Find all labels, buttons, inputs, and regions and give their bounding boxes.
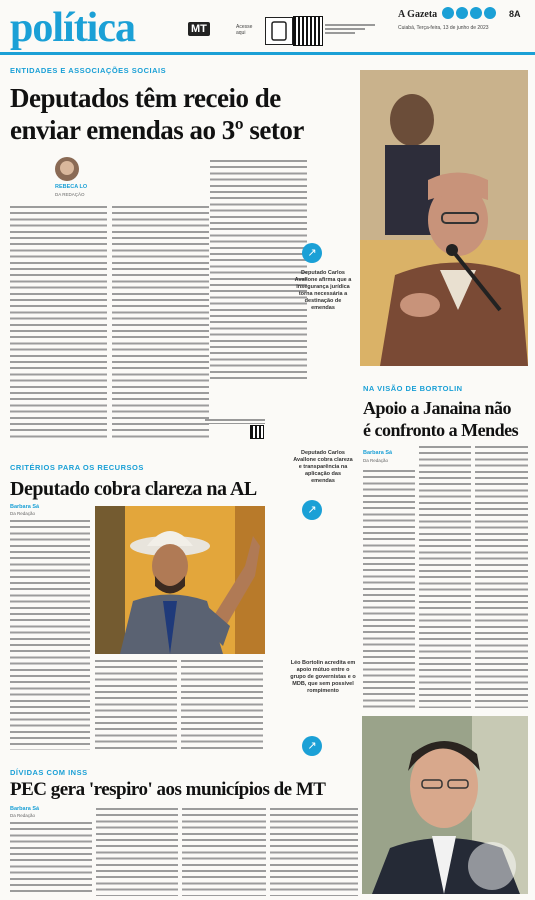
story3-caption: Léo Bortolin acredita em apoio mútuo entre o grupo de governistas e o MDB, que sem possível rompimento: [290, 660, 356, 694]
story4-headline: PEC gera 'respiro' aos municípios de MT: [10, 779, 326, 800]
story2-author: Barbara Sá: [10, 504, 40, 510]
story2-photo: [95, 506, 265, 654]
social-icons: [442, 7, 496, 19]
story4-kicker: DÍVIDAS COM INSS: [10, 768, 88, 777]
story2-text-col1: [10, 520, 90, 750]
qr-code-icon[interactable]: [293, 16, 323, 46]
story2-text-col3: [181, 660, 263, 750]
page-number: 8A: [509, 9, 521, 19]
story1-text-col2: [112, 206, 209, 438]
mt-badge: MT: [188, 22, 210, 36]
paper-name: A Gazeta: [398, 9, 438, 20]
expand-icon[interactable]: ↗: [302, 243, 322, 263]
app-icon: [265, 17, 293, 45]
story2-author-role: Da Redação: [10, 511, 36, 516]
story3-text-col3: [475, 446, 528, 708]
story4-text-col4: [270, 808, 358, 896]
story1-photo: [360, 70, 528, 366]
story4-text-col2: [96, 808, 178, 896]
story1-caption: Deputado Carlos Avallone afirma que a insegurança jurídica torna necessária a destinação de emendas: [294, 270, 352, 311]
story3-text-col1: [363, 470, 415, 708]
story1-headline: Deputados têm receio de enviar emendas ao 3º setor: [10, 83, 304, 145]
story4-author-role: Da Redação: [10, 813, 36, 818]
story2-kicker: CRITÉRIOS PARA OS RECURSOS: [10, 463, 144, 472]
expand-icon[interactable]: ↗: [302, 736, 322, 756]
story4-author: Barbara Sá: [10, 806, 40, 812]
issue-date: Cuiabá, Terça-feira, 13 de junho de 2023: [398, 25, 489, 31]
story4-text-col1: [10, 822, 92, 896]
header-rule: [0, 52, 535, 55]
expand-icon[interactable]: ↗: [302, 500, 322, 520]
story3-headline: Apoio a Janaina não é confronto a Mendes: [363, 398, 519, 440]
story2-headline: Deputado cobra clareza na AL: [10, 478, 257, 500]
story1-author: REBECA LO: [55, 184, 88, 190]
story1-text-col1: [10, 206, 107, 438]
story2-text-col2: [95, 660, 177, 750]
story1-author-role: DA REDAÇÃO: [55, 192, 85, 197]
story3-author: Barbara Sá: [363, 450, 393, 456]
section-title: política: [10, 5, 135, 51]
story1-qr-code-icon[interactable]: [250, 425, 264, 439]
story2-caption: Deputado Carlos Avallone cobra clareza e transparência na aplicação das emendas: [293, 450, 353, 484]
story4-photo: [362, 716, 528, 894]
story1-kicker: ENTIDADES E ASSOCIAÇÕES SOCIAIS: [10, 66, 167, 75]
story3-kicker: NA VISÃO DE BORTOLIN: [363, 384, 463, 393]
qr-label: Acesse aqui: [236, 24, 253, 36]
story3-author-role: Da Redação: [363, 458, 389, 463]
story4-text-col3: [182, 808, 266, 896]
story3-text-col2: [419, 446, 471, 708]
author-avatar: [55, 157, 79, 181]
